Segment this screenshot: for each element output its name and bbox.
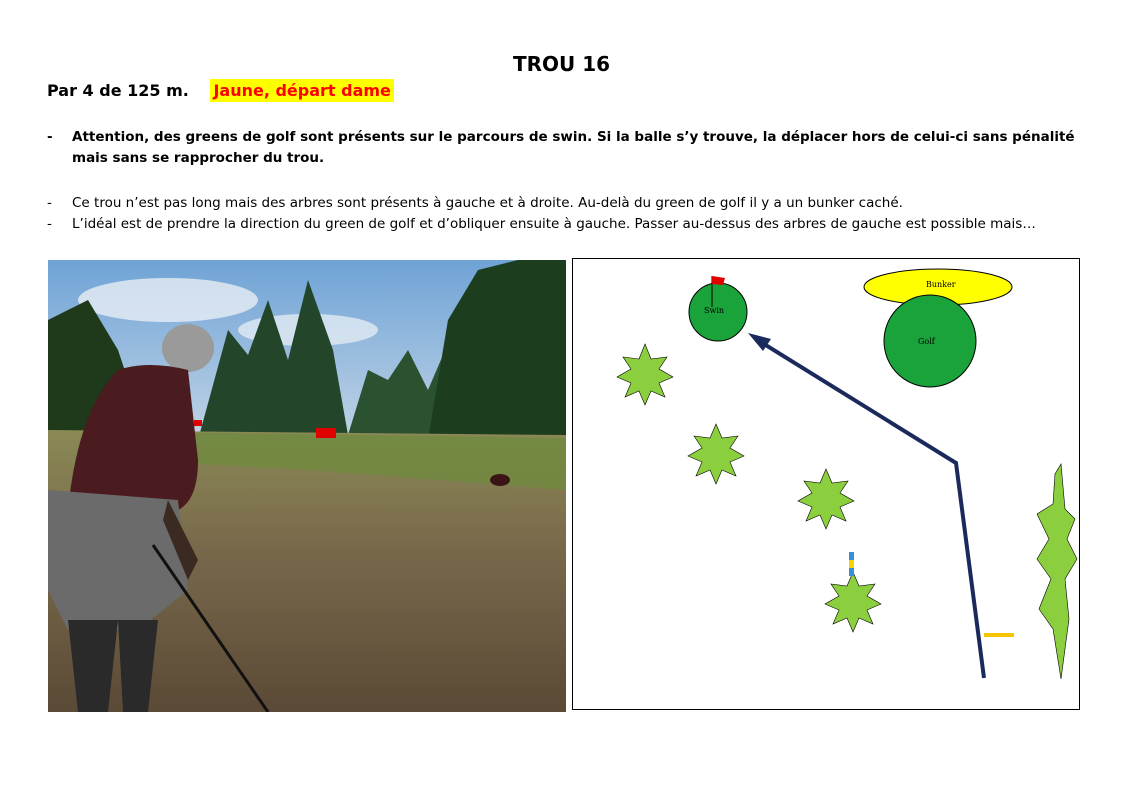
note-text: L’idéal est de prendre la direction du green de golf et d’obliquer ensuite à gauche. Passer au-dessus des arbres de gauche est possible mais… <box>72 216 1036 232</box>
note-text: Attention, des greens de golf sont présents sur le parcours de swin. Si la balle s’y trouve, la déplacer hors de celui-ci sans pénalité mais sans se rapprocher du trou. <box>72 129 1075 166</box>
page-title: TROU 16 <box>512 52 611 76</box>
par-distance: Par 4 de 125 m. <box>47 81 189 100</box>
tee-marker <box>984 633 1014 637</box>
note-item: - Attention, des greens de golf sont présents sur le parcours de swin. Si la balle s’y trouve, la déplacer hors de celui-ci sans pénalité mais sans se rapprocher du trou. <box>47 129 1075 166</box>
note-text: Ce trou n’est pas long mais des arbres sont présents à gauche et à droite. Au-delà du green de golf il y a un bunker caché. <box>72 195 903 211</box>
hole-diagram <box>572 258 1080 710</box>
course-photo <box>48 260 566 712</box>
tree-icon <box>617 344 673 405</box>
tree-icon <box>688 424 744 484</box>
ideal-path-arrow <box>748 333 984 709</box>
tee-label: Jaune, départ dame <box>210 79 393 102</box>
golf-green-label: Golf <box>918 337 935 346</box>
tree-icon <box>825 572 881 632</box>
notes-list <box>47 127 1077 235</box>
marker-post-icon <box>849 552 854 576</box>
swin-green-label: Swin <box>704 306 725 315</box>
note-item: - Ce trou n’est pas long mais des arbres sont présents à gauche et à droite. Au-delà du green de golf il y a un bunker caché. <box>47 195 903 211</box>
tree-icon <box>798 469 854 529</box>
bunker-label: Bunker <box>926 280 956 289</box>
note-item: - L’idéal est de prendre la direction du green de golf et d’obliquer ensuite à gauche. Passer au-dessus des arbres de gauche est possible mais… <box>47 216 1036 232</box>
tree-icon <box>1037 464 1077 679</box>
hole-info <box>47 81 394 100</box>
